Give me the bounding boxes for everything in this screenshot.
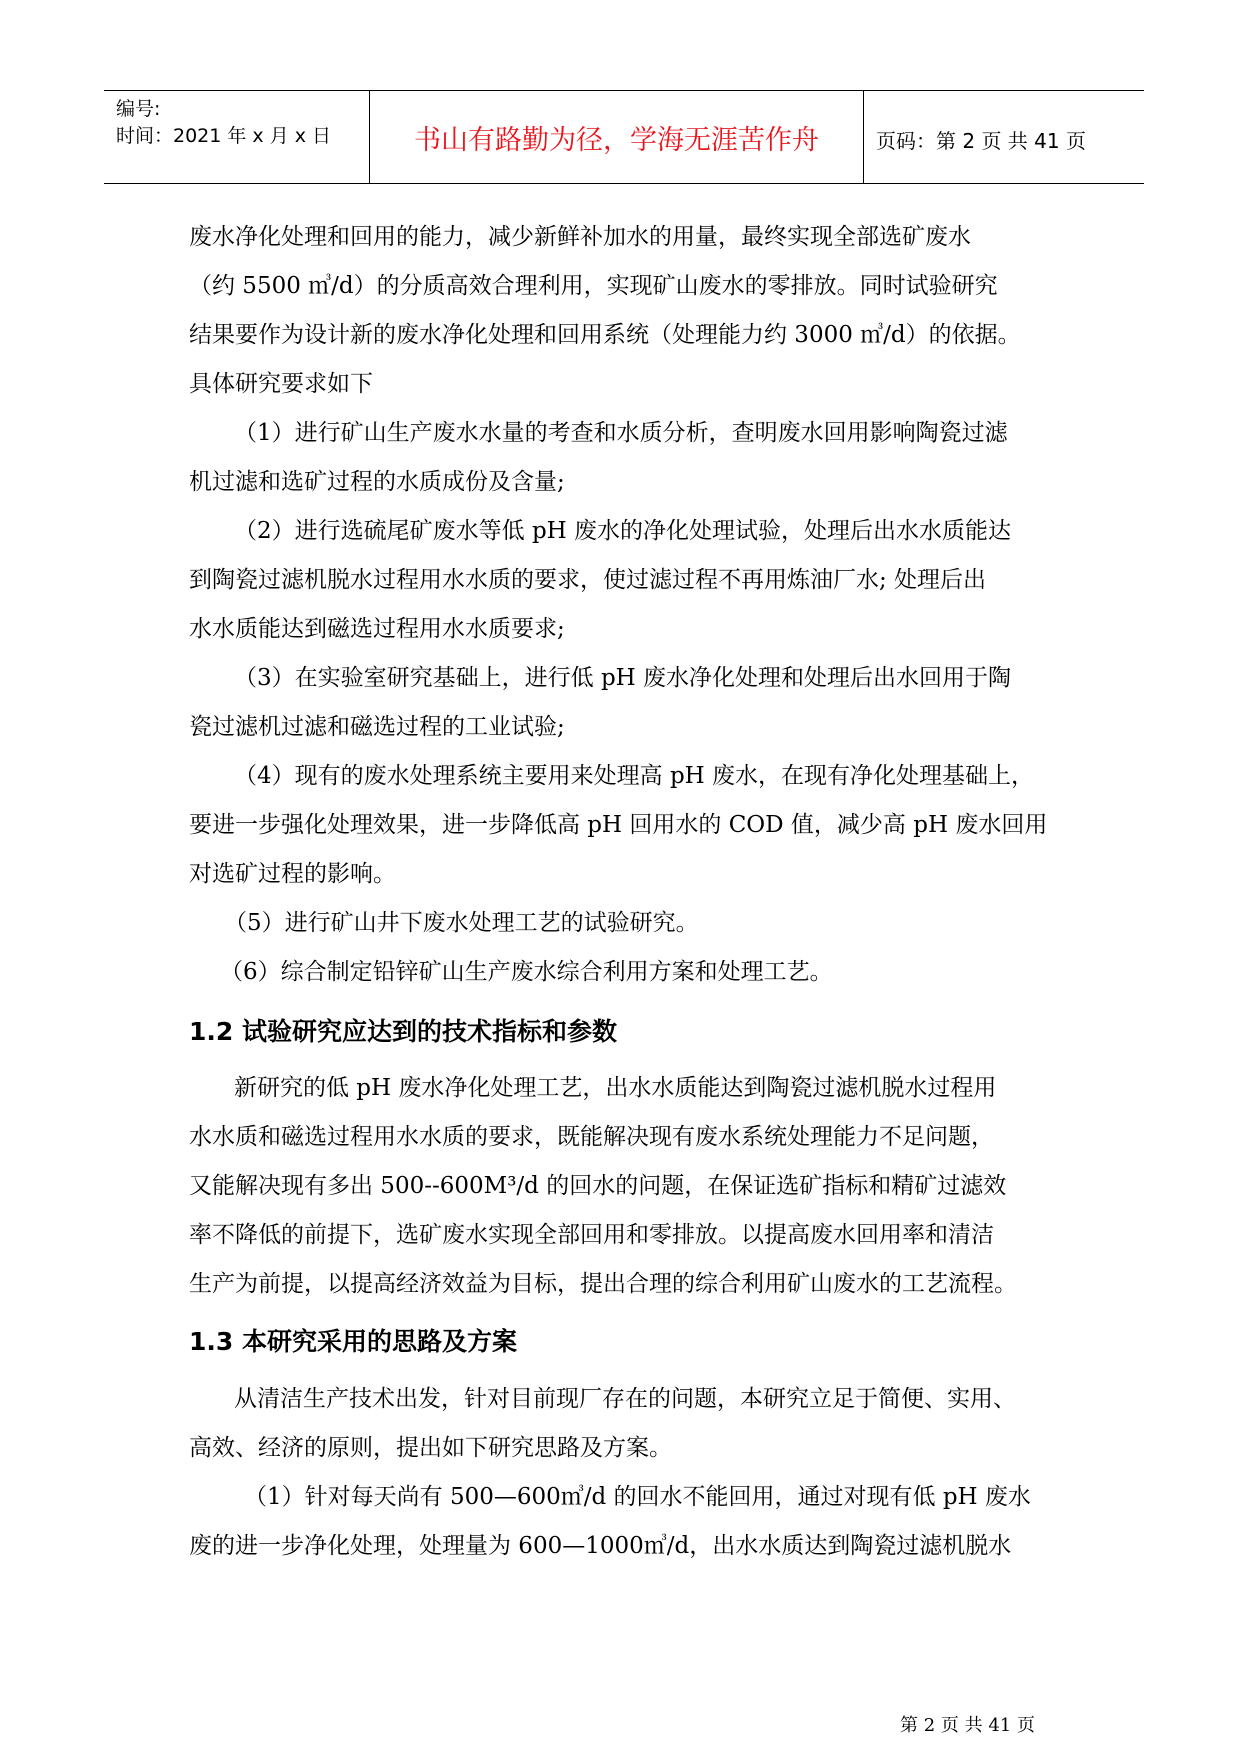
header-page-cell	[864, 91, 1144, 183]
paragraph-line: （3）在实验室研究基础上，进行低 pH 废水净化处理和处理后出水回用于陶	[234, 665, 1012, 691]
paragraph-line: （6）综合制定铅锌矿山生产废水综合利用方案和处理工艺。	[220, 959, 833, 985]
paragraph-line: 具体研究要求如下	[189, 371, 373, 397]
paragraph-line: 机过滤和选矿过程的水质成份及含量;	[189, 469, 565, 495]
paragraph-line: 要进一步强化处理效果，进一步降低高 pH 回用水的 COD 值，减少高 pH 废水回用	[189, 812, 1048, 838]
paragraph-line: （5）进行矿山井下废水处理工艺的试验研究。	[224, 910, 699, 936]
paragraph-line: （2）进行选硫尾矿废水等低 pH 废水的净化处理试验，处理后出水水质能达	[234, 518, 1012, 544]
paragraph-line: 瓷过滤机过滤和磁选过程的工业试验;	[189, 714, 565, 740]
paragraph-line: 从清洁生产技术出发，针对目前现厂存在的问题，本研究立足于简便、实用、	[234, 1386, 1016, 1412]
motto-text: 书山有路勤为径，学海无涯苦作舟	[414, 125, 819, 156]
paragraph-line: 水水质和磁选过程用水水质的要求，既能解决现有废水系统处理能力不足问题，	[189, 1124, 994, 1150]
section-heading: 1.2 试验研究应达到的技术指标和参数	[189, 1017, 617, 1046]
section-heading: 1.3 本研究采用的思路及方案	[189, 1327, 517, 1356]
paragraph-line: 水水质能达到磁选过程用水水质要求;	[189, 616, 565, 642]
paragraph-line: 率不降低的前提下，选矿废水实现全部回用和零排放。以提高废水回用率和清洁	[189, 1222, 994, 1248]
paragraph-line: （1）针对每天尚有 500—600㎥/d 的回水不能回用，通过对现有低 pH 废水	[244, 1484, 1031, 1510]
paragraph-line: （1）进行矿山生产废水水量的考查和水质分析，查明废水回用影响陶瓷过滤	[234, 420, 1008, 446]
paragraph-line: （约 5500 ㎥/d）的分质高效合理利用，实现矿山废水的零排放。同时试验研究	[189, 273, 998, 299]
paragraph-line: 对选矿过程的影响。	[189, 861, 396, 887]
time-label: 时间：2021 年 x 月 x 日	[116, 125, 332, 147]
paragraph-line: 高效、经济的原则，提出如下研究思路及方案。	[189, 1435, 672, 1461]
paragraph-line: （4）现有的废水处理系统主要用来处理高 pH 废水，在现有净化处理基础上，	[234, 763, 1035, 789]
paragraph-line: 废的进一步净化处理，处理量为 600—1000㎥/d，出水水质达到陶瓷过滤机脱水	[189, 1533, 1012, 1559]
paragraph-line: 新研究的低 pH 废水净化处理工艺，出水水质能达到陶瓷过滤机脱水过程用	[234, 1075, 997, 1101]
number-label: 编号:	[116, 98, 161, 120]
paragraph-line: 结果要作为设计新的废水净化处理和回用系统（处理能力约 3000 ㎥/d）的依据。	[189, 322, 1021, 348]
page-footer: 第 2 页 共 41 页	[900, 1715, 1035, 1736]
paragraph-line: 废水净化处理和回用的能力，减少新鲜补加水的用量，最终实现全部选矿废水	[189, 224, 971, 250]
page-info: 页码：第 2 页 共 41 页	[876, 129, 1086, 153]
paragraph-line: 到陶瓷过滤机脱水过程用水水质的要求，使过滤过程不再用炼油厂水; 处理后出	[189, 567, 987, 593]
header-meta-cell	[104, 91, 370, 183]
header-motto-cell	[370, 91, 864, 183]
paragraph-line: 又能解决现有多出 500--600M³/d 的回水的问题，在保证选矿指标和精矿过滤效	[189, 1173, 1007, 1199]
paragraph-line: 生产为前提，以提高经济效益为目标，提出合理的综合利用矿山废水的工艺流程。	[189, 1271, 1017, 1297]
page-header	[104, 90, 1144, 184]
